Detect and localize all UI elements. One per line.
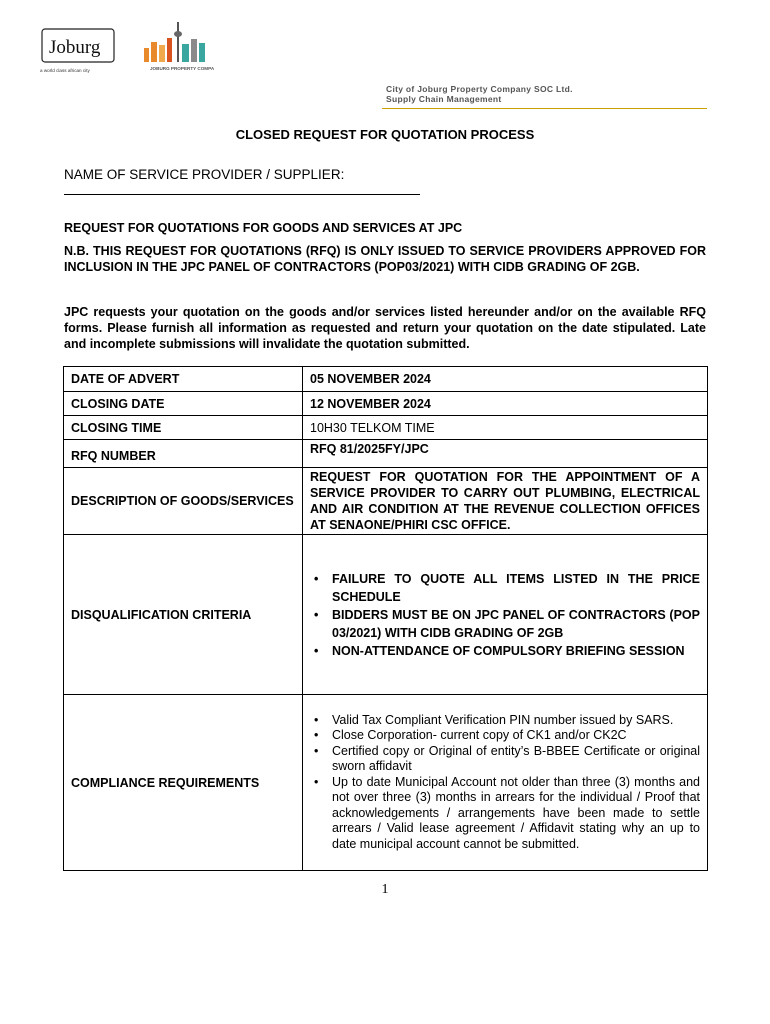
joburg-logo [40,24,126,76]
closing-time-label: CLOSING TIME [64,416,303,440]
list-item: • BIDDERS MUST BE ON JPC PANEL OF CONTRACTORS (POP 03/2021) WITH CIDB GRADING OF 2GB [332,606,700,642]
list-item: • Valid Tax Compliant Verification PIN number issued by SARS. [332,713,700,729]
table-row [64,695,708,871]
jpc-logo [142,18,214,76]
header-divider [382,108,707,109]
disqualification-label: DISQUALIFICATION CRITERIA [64,535,303,695]
table-row [64,535,708,695]
document-title: CLOSED REQUEST FOR QUOTATION PROCESS [235,127,535,142]
list-item: • NON-ATTENDANCE OF COMPULSORY BRIEFING SESSION [332,642,700,660]
supplier-name-line [64,194,420,195]
list-item: • Up to date Municipal Account not older than three (3) months and not over three (3) months in arrears for the individual / Proof that acknowledgements / arrangements have been made to settle arrears / Valid lease agreement / Affidavit stating why an up to date municipal account cannot be submitted. [332,775,700,853]
company-header [386,84,573,104]
table-row [64,468,708,535]
compliance-value [303,695,708,871]
department-name: Supply Chain Management [386,94,502,104]
disqualification-list [310,570,700,660]
nb-notice: N.B. THIS REQUEST FOR QUOTATIONS (RFQ) IS ONLY ISSUED TO SERVICE PROVIDERS APPROVED FOR INCLUSION IN THE JPC PANEL OF CONTRACTORS (POP03/2021) WITH CIDB GRADING OF 2GB. [64,244,706,274]
table-row [64,416,708,440]
supplier-name-label: NAME OF SERVICE PROVIDER / SUPPLIER: [64,167,345,182]
company-name: City of Joburg Property Company SOC Ltd. [386,84,573,94]
joburg-tagline: a world class african city [40,68,90,73]
list-item: • Close Corporation- current copy of CK1 and/or CK2C [332,728,700,744]
list-item: • FAILURE TO QUOTE ALL ITEMS LISTED IN THE PRICE SCHEDULE [332,570,700,606]
rfq-heading: REQUEST FOR QUOTATIONS FOR GOODS AND SERVICES AT JPC [64,221,463,235]
closing-date-label: CLOSING DATE [64,392,303,416]
closing-date-value: 12 NOVEMBER 2024 [303,392,708,416]
table-row [64,367,708,392]
compliance-label: COMPLIANCE REQUIREMENTS [64,695,303,871]
description-value: REQUEST FOR QUOTATION FOR THE APPOINTMENT OF A SERVICE PROVIDER TO CARRY OUT PLUMBING, ELECTRICAL AND AIR CONDITION AT THE REVENUE COLLECTION OFFICES AT SENAONE/PHIRI CSC OFFICE. [303,468,708,535]
jpc-logo-text: JOBURG PROPERTY COMPANY [150,66,214,71]
intro-paragraph: JPC requests your quotation on the goods and/or services listed hereunder and/or on the available RFQ forms. Please furnish all information as requested and return your quotation on the date stipulated. Late and incomplete submissions will invalidate the quotation submitted. [64,305,706,351]
date-of-advert-value: 05 NOVEMBER 2024 [303,367,708,392]
rfq-number-label: RFQ NUMBER [64,440,303,468]
compliance-list [310,713,700,853]
rfq-details-table [63,366,708,871]
description-label: DESCRIPTION OF GOODS/SERVICES [64,468,303,535]
list-item: • Certified copy or Original of entity’s B-BBEE Certificate or original sworn affidavit [332,744,700,775]
table-row [64,392,708,416]
closing-time-value: 10H30 TELKOM TIME [303,416,708,440]
rfq-number-value: RFQ 81/2025FY/JPC [303,440,708,468]
disqualification-value [303,535,708,695]
joburg-logo-text: Joburg [49,37,101,58]
table-row [64,440,708,468]
date-of-advert-label: DATE OF ADVERT [64,367,303,392]
page-number: 1 [381,882,389,897]
